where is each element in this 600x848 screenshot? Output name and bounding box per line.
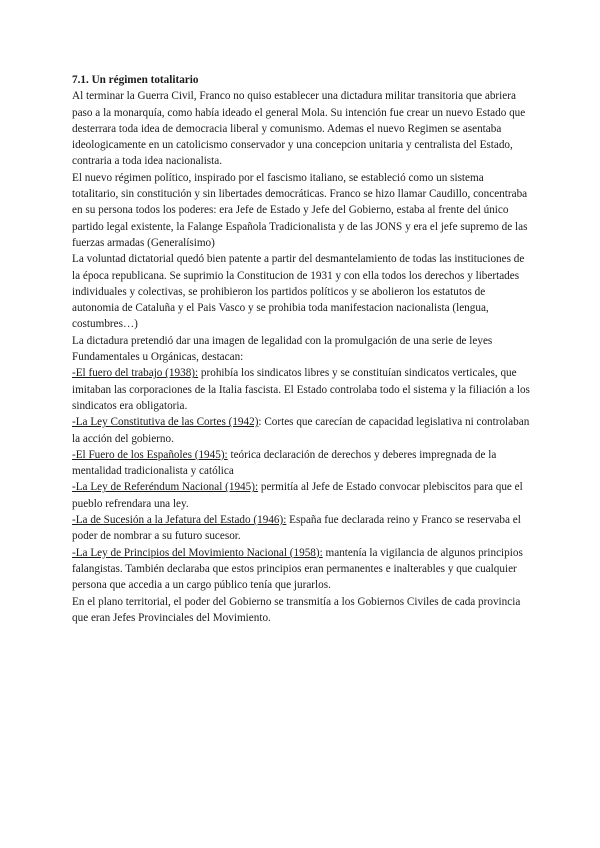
law-title: -La Ley Constitutiva de las Cortes (1942) <box>72 416 259 429</box>
law-title: -La Ley de Referéndum Nacional (1945): <box>72 481 259 494</box>
law-text: : Cortes que carecían de capacidad legislativa ni controlaban la acción del gobierno. <box>72 416 530 445</box>
paragraph-laws-intro: La dictadura pretendió dar una imagen de legalidad con la promulgación de una serie de leyes Fundamentales u Orgánicas, destacan: <box>72 334 493 364</box>
section-heading: 7.1. Un régimen totalitario <box>72 74 199 86</box>
law-text: prohibía los sindicatos libres y se constituían sindicatos verticales, que imitaban las corporaciones de la Italia fascista. El Estado controlaba todo el sistema y la filiación a los sindicatos era obligatoria. <box>72 367 530 412</box>
paragraph-intro: Al terminar la Guerra Civil, Franco no quiso establecer una dictadura militar transitoria que abriera paso a la monarquía, como había ideado el general Mola. Su intención fue crear un nuevo Estado que desterrara toda idea de democracia liberal y comunismo. Ademas el nuevo Regimen se asentaba ideologicamente en un catolicismo conservador y una concepcion unitaria y centralista del Estado, contraria a toda idea nacionalista. <box>72 90 526 168</box>
law-item-fuero-trabajo <box>72 365 532 414</box>
law-item-principios <box>72 545 532 594</box>
law-title: -El Fuero de los Españoles (1945): <box>72 448 228 461</box>
law-title: -La de Sucesión a la Jefatura del Estado (1946): <box>72 514 287 527</box>
law-text: mantenía la vigilancia de algunos principios falangistas. También declaraba que estos principios eran permanentes e inalterables y que cualquier persona que accedia a un cargo público tenía que jurarlos. <box>72 546 523 592</box>
law-item-ley-cortes <box>72 414 532 447</box>
law-item-fuero-espanoles <box>72 447 532 480</box>
paragraph-closing: En el plano territorial, el poder del Gobierno se transmitía a los Gobiernos Civiles de cada provincia que eran Jefes Provinciales del Movimiento. <box>72 595 521 624</box>
paragraph-regime: El nuevo régimen político, inspirado por el fascismo italiano, se estableció como un sistema totalitario, sin constitución y sin libertades democráticas. Franco se hizo llamar Caudillo, concentraba en su persona todos los poderes: era Jefe de Estado y Jefe del Gobierno, estaba al frente del único partido legal existente, la Falange Española Tradicionalista y de las JONS y era el jefe supremo de las fuerzas armadas (Generalísimo) <box>72 171 528 249</box>
law-item-sucesion <box>72 512 532 545</box>
law-text: teórica declaración de derechos y deberes impregnada de la mentalidad tradicionalista y católica <box>72 448 497 478</box>
law-title: -El fuero del trabajo (1938): <box>72 367 199 380</box>
law-text: España fue declarada reino y Franco se reservaba el poder de nombrar a su futuro sucesor. <box>72 514 521 543</box>
law-title: -La Ley de Principios del Movimiento Nacional (1958): <box>72 546 323 559</box>
paragraph-dictatorship: La voluntad dictatorial quedó bien patente a partir del desmantelamiento de todas las instituciones de la época republicana. Se suprimio la Constitucion de 1931 y con ella todos los derechos y libertades individuales y colectivas, se prohibieron los partidos políticos y se abolieron los estatutos de autonomia de Cataluña y el Pais Vasco y se prohibia toda manifestacion nacionalista (lengua, costumbres…) <box>72 253 525 331</box>
law-item-referendum <box>72 479 532 512</box>
document-page <box>72 72 532 626</box>
law-text: permitía al Jefe de Estado convocar plebiscitos para que el pueblo refrendara una ley. <box>72 481 523 510</box>
